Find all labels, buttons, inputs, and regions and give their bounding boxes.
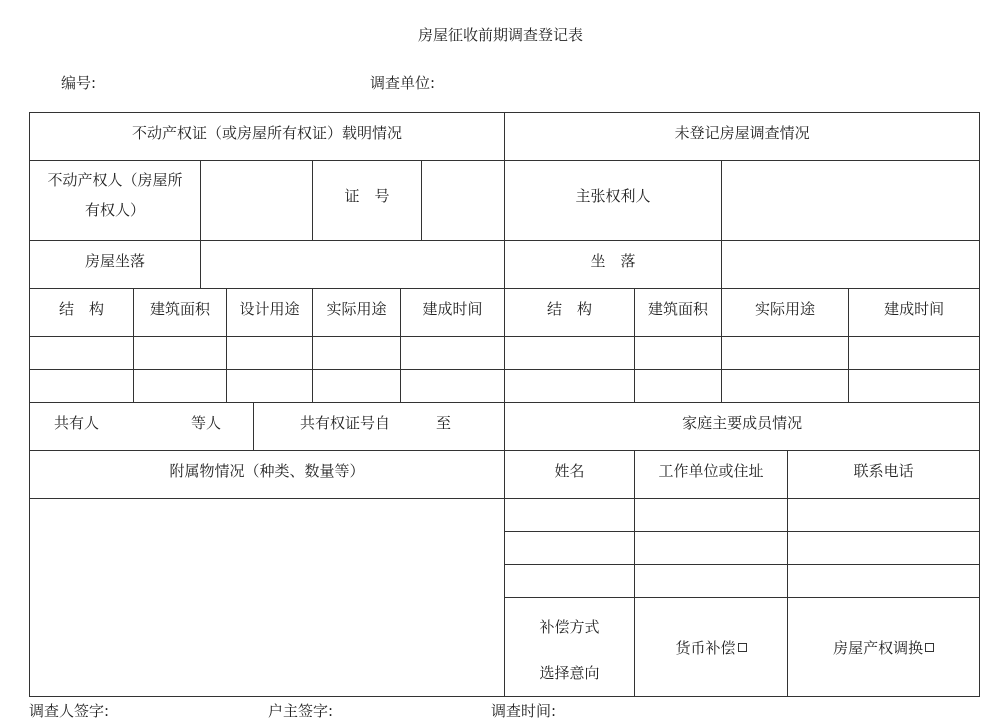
survey-form-table <box>29 112 980 697</box>
data-cell[interactable] <box>30 370 134 403</box>
data-cell[interactable] <box>722 370 849 403</box>
claimant-field[interactable] <box>722 161 980 241</box>
compensation-label: 补偿方式 选择意向 <box>505 598 635 697</box>
co-owner-label: 共有人 <box>54 414 100 432</box>
householder-signature-label: 户主签字: <box>268 702 334 720</box>
right-col-structure: 结 构 <box>505 289 635 337</box>
number-label: 编号: <box>61 74 97 92</box>
family-name-cell[interactable] <box>505 565 635 598</box>
co-owner-cell[interactable] <box>30 403 254 451</box>
monetary-compensation-option[interactable]: 货币补偿 <box>635 598 788 697</box>
family-section-header: 家庭主要成员情况 <box>505 403 980 451</box>
etc-label: 等人 <box>191 414 222 432</box>
table-row <box>30 337 980 370</box>
cert-number-label: 证 号 <box>313 161 422 241</box>
data-cell[interactable] <box>849 370 980 403</box>
family-work-cell[interactable] <box>635 565 788 598</box>
data-cell[interactable] <box>313 337 401 370</box>
family-phone-cell[interactable] <box>788 499 980 532</box>
co-cert-from-label: 共有权证号自 <box>300 414 391 432</box>
family-phone-cell[interactable] <box>788 565 980 598</box>
family-col-name: 姓名 <box>505 451 635 499</box>
data-cell[interactable] <box>401 370 505 403</box>
family-name-cell[interactable] <box>505 499 635 532</box>
location-field[interactable] <box>722 241 980 289</box>
left-col-actual-use: 实际用途 <box>313 289 401 337</box>
owner-field[interactable] <box>201 161 313 241</box>
right-col-built-time: 建成时间 <box>849 289 980 337</box>
data-cell[interactable] <box>134 337 227 370</box>
unregistered-section-header: 未登记房屋调查情况 <box>505 113 980 161</box>
cert-number-field[interactable] <box>422 161 505 241</box>
family-col-work-address: 工作单位或住址 <box>635 451 788 499</box>
family-name-cell[interactable] <box>505 532 635 565</box>
to-label: 至 <box>436 414 452 432</box>
location-label: 坐 落 <box>505 241 722 289</box>
data-cell[interactable] <box>635 370 722 403</box>
house-location-field[interactable] <box>201 241 505 289</box>
form-title: 房屋征收前期调查登记表 <box>417 26 583 44</box>
table-row <box>30 499 980 532</box>
left-col-built-time: 建成时间 <box>401 289 505 337</box>
left-col-structure: 结 构 <box>30 289 134 337</box>
data-cell[interactable] <box>313 370 401 403</box>
data-cell[interactable] <box>227 337 313 370</box>
registered-section-header: 不动产权证（或房屋所有权证）载明情况 <box>30 113 505 161</box>
data-cell[interactable] <box>134 370 227 403</box>
data-cell[interactable] <box>505 337 635 370</box>
monetary-checkbox[interactable] <box>738 643 747 652</box>
right-col-actual-use: 实际用途 <box>722 289 849 337</box>
data-cell[interactable] <box>635 337 722 370</box>
survey-unit-label: 调查单位: <box>370 74 436 92</box>
family-work-cell[interactable] <box>635 532 788 565</box>
data-cell[interactable] <box>227 370 313 403</box>
left-col-area: 建筑面积 <box>134 289 227 337</box>
family-col-phone: 联系电话 <box>788 451 980 499</box>
house-location-label: 房屋坐落 <box>30 241 201 289</box>
table-row <box>30 370 980 403</box>
data-cell[interactable] <box>401 337 505 370</box>
investigator-signature-label: 调查人签字: <box>29 702 110 720</box>
family-work-cell[interactable] <box>635 499 788 532</box>
data-cell[interactable] <box>849 337 980 370</box>
survey-time-label: 调查时间: <box>491 702 557 720</box>
property-swap-checkbox[interactable] <box>925 643 934 652</box>
co-cert-number-cell[interactable] <box>254 403 505 451</box>
data-cell[interactable] <box>722 337 849 370</box>
data-cell[interactable] <box>505 370 635 403</box>
property-swap-option[interactable]: 房屋产权调换 <box>788 598 980 697</box>
right-col-area: 建筑面积 <box>635 289 722 337</box>
left-col-design-use: 设计用途 <box>227 289 313 337</box>
claimant-label: 主张权利人 <box>505 161 722 241</box>
owner-label: 不动产权人（房屋所 有权人） <box>30 161 201 241</box>
family-phone-cell[interactable] <box>788 532 980 565</box>
attachments-label: 附属物情况（种类、数量等） <box>30 451 505 499</box>
data-cell[interactable] <box>30 337 134 370</box>
attachments-field[interactable] <box>30 499 505 697</box>
